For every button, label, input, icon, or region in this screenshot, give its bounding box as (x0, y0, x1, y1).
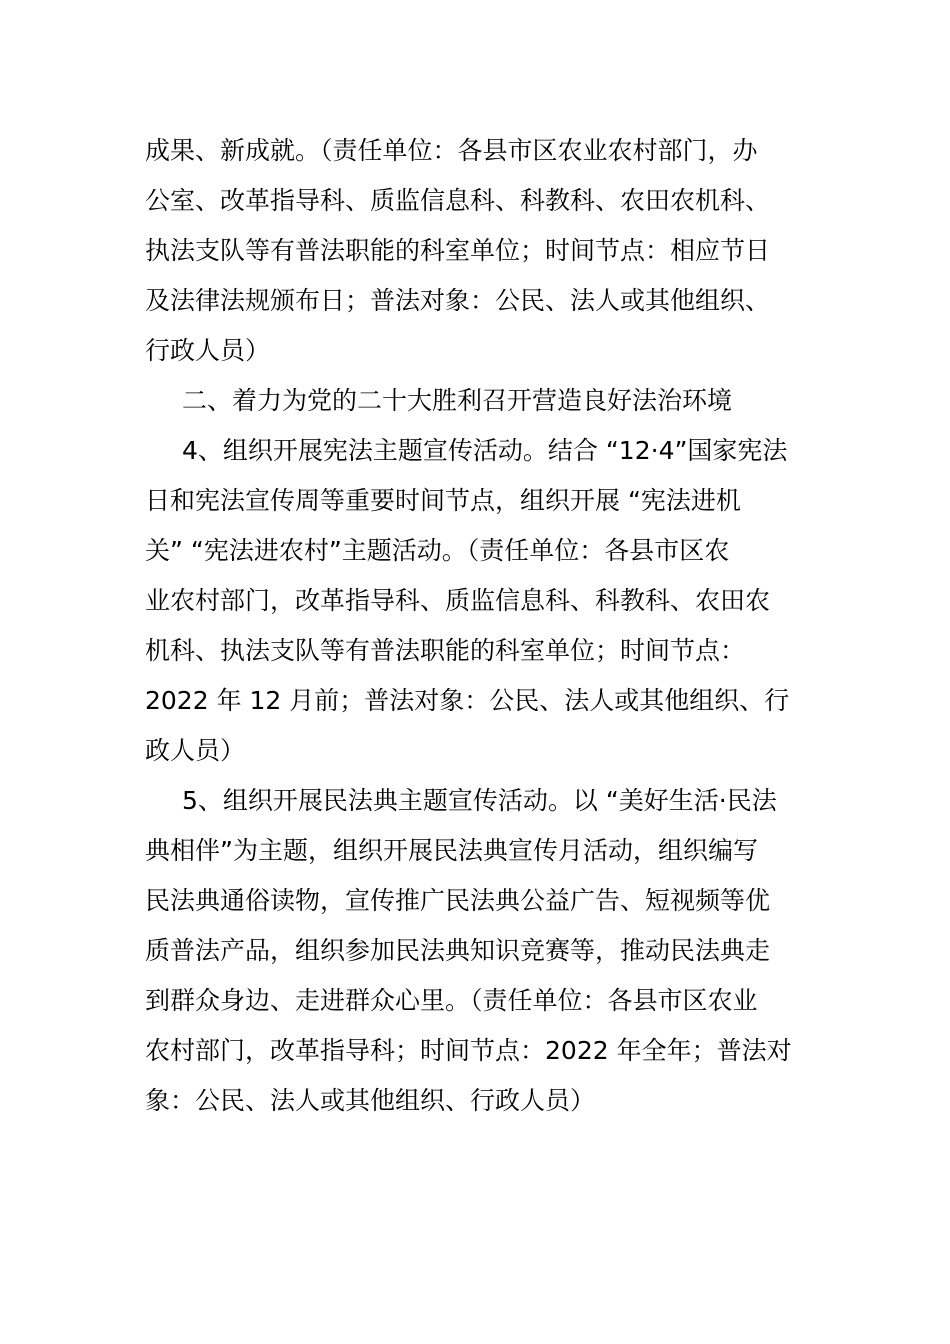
text-line: 机科、执法支队等有普法职能的科室单位；时间节点： (145, 636, 746, 665)
text-line: 及法律法规颁布日；普法对象：公民、法人或其他组织、 (145, 286, 771, 315)
text-line: 执法支队等有普法职能的科室单位；时间节点：相应节日 (145, 236, 771, 265)
section-heading: 二、着力为党的二十大胜利召开营造良好法治环境 (182, 386, 733, 415)
text-line: 2022 年 12 月前；普法对象：公民、法人或其他组织、行 (145, 686, 790, 715)
paragraph-start: 4、组织开展宪法主题宣传活动。结合 “12·4”国家宪法 (182, 436, 788, 465)
text-line: 关” “宪法进农村”主题活动。（责任单位：各县市区农 (145, 536, 730, 565)
text-line: 典相伴”为主题，组织开展民法典宣传月活动，组织编写 (145, 836, 758, 865)
text-line: 象：公民、法人或其他组织、行政人员） (145, 1086, 596, 1115)
text-line: 业农村部门，改革指导科、质监信息科、科教科、农田农 (145, 586, 771, 615)
text-line: 成果、新成就。（责任单位：各县市区农业农村部门，办 (145, 136, 758, 165)
text-line: 行政人员） (145, 336, 271, 365)
text-line: 到群众身边、走进群众心里。（责任单位：各县市区农业 (145, 986, 758, 1015)
text-line: 公室、改革指导科、质监信息科、科教科、农田农机科、 (145, 186, 771, 215)
text-line: 日和宪法宣传周等重要时间节点，组织开展 “宪法进机 (145, 486, 741, 515)
text-line: 政人员） (145, 736, 246, 765)
text-line: 民法典通俗读物，宣传推广民法典公益广告、短视频等优 (145, 886, 771, 915)
paragraph-start: 5、组织开展民法典主题宣传活动。以 “美好生活·民法 (182, 786, 777, 815)
text-line: 农村部门，改革指导科；时间节点：2022 年全年；普法对 (145, 1036, 792, 1065)
text-line: 质普法产品，组织参加民法典知识竞赛等，推动民法典走 (145, 936, 771, 965)
